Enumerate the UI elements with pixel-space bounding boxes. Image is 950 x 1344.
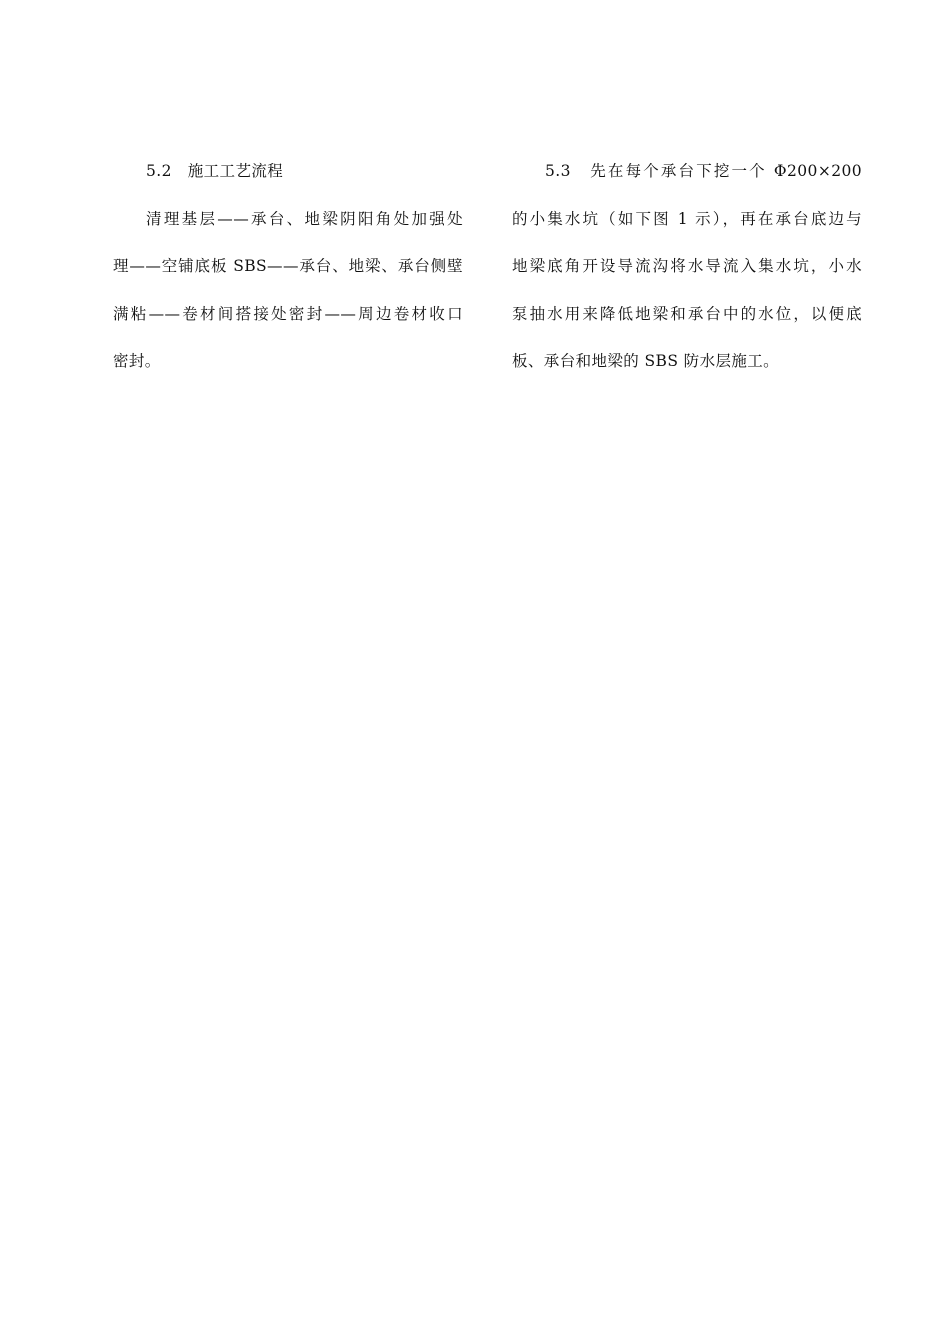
paragraph-line: 清理基层——承台、地梁阴阳角处加强处 (146, 209, 463, 228)
left-column (113, 154, 463, 392)
section-5-3-first-line: 5.3 先在每个承台下挖一个 Φ200×200 (545, 162, 862, 180)
paragraph-line: 密封。 (113, 352, 161, 370)
paragraph-line: 满粘——卷材间搭接处密封——周边卷材收口 (113, 304, 463, 323)
section-heading-5-2: 5.2 施工工艺流程 (146, 162, 284, 180)
paragraph-line: 板、承台和地梁的 SBS 防水层施工。 (512, 352, 780, 370)
paragraph-line: 泵抽水用来降低地梁和承台中的水位，以便底 (512, 304, 862, 323)
paragraph-line: 理——空铺底板 SBS——承台、地梁、承台侧壁 (113, 257, 463, 275)
right-column (512, 154, 862, 392)
paragraph-line: 的小集水坑（如下图 1 示），再在承台底边与 (512, 209, 862, 228)
paragraph-line: 地梁底角开设导流沟将水导流入集水坑，小水 (512, 257, 862, 275)
